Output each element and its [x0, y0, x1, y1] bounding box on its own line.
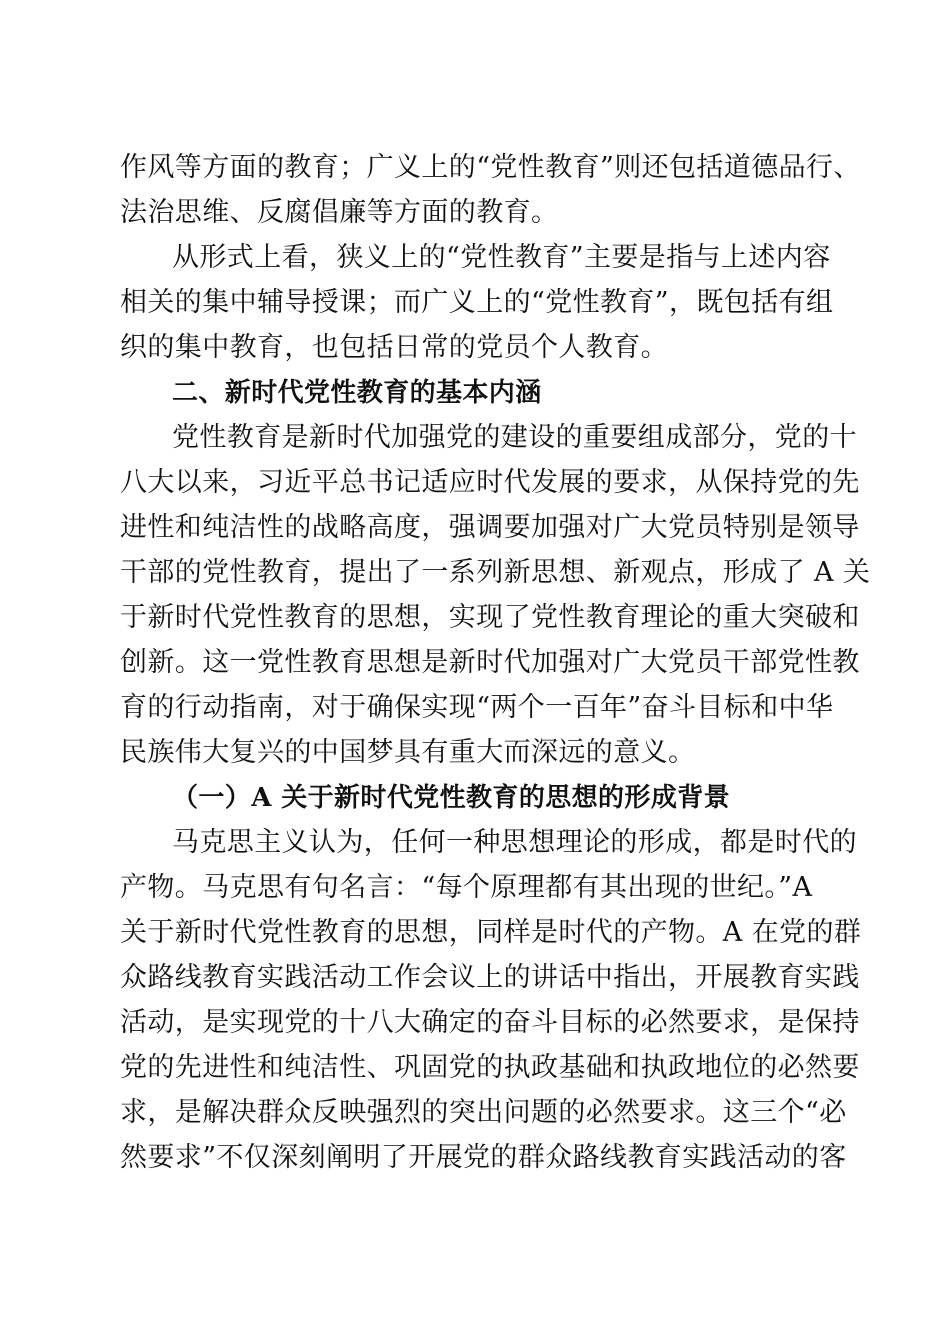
paragraph-line: 法治思维、反腐倡廉等方面的教育。	[120, 197, 559, 228]
subsection-heading: （一）A 关于新时代党性教育的思想的形成背景	[172, 783, 731, 813]
paragraph-line: 育的行动指南，对于确保实现“两个一百年”奋斗目标和中华	[120, 692, 834, 723]
paragraph-line: 然要求”不仅深刻阐明了开展党的群众路线教育实践活动的客	[120, 1142, 847, 1173]
paragraph-line: 关于新时代党性教育的思想，同样是时代的产物。A 在党的群	[120, 917, 862, 948]
section-heading: 二、新时代党性教育的基本内涵	[172, 378, 542, 408]
paragraph-line: 于新时代党性教育的思想，实现了党性教育理论的重大突破和	[120, 602, 860, 633]
paragraph-line: 活动，是实现党的十八大确定的奋斗目标的必然要求，是保持	[120, 1007, 860, 1038]
paragraph-line: 创新。这一党性教育思想是新时代加强对广大党员干部党性教	[120, 647, 860, 678]
paragraph-line: 马克思主义认为，任何一种思想理论的形成，都是时代的	[172, 827, 857, 858]
paragraph-line: 党的先进性和纯洁性、巩固党的执政基础和执政地位的必然要	[120, 1052, 860, 1083]
paragraph-line: 从形式上看，狭义上的“党性教育”主要是指与上述内容	[172, 242, 831, 273]
paragraph-line: 产物。马克思有句名言：“每个原理都有其出现的世纪。”A	[120, 872, 813, 903]
paragraph-line: 民族伟大复兴的中国梦具有重大而深远的意义。	[120, 737, 696, 768]
paragraph-line: 八大以来，习近平总书记适应时代发展的要求，从保持党的先	[120, 467, 860, 498]
paragraph-line: 求，是解决群众反映强烈的突出问题的必然要求。这三个“必	[120, 1097, 847, 1128]
paragraph-line: 进性和纯洁性的战略高度，强调要加强对广大党员特别是领导	[120, 512, 860, 543]
paragraph-line: 相关的集中辅导授课；而广义上的“党性教育”，既包括有组	[120, 287, 834, 318]
paragraph-line: 众路线教育实践活动工作会议上的讲话中指出，开展教育实践	[120, 962, 860, 993]
paragraph-line: 党性教育是新时代加强党的建设的重要组成部分，党的十	[172, 422, 857, 453]
paragraph-line: 织的集中教育，也包括日常的党员个人教育。	[120, 332, 668, 363]
paragraph-line: 作风等方面的教育；广义上的“党性教育”则还包括道德品行、	[120, 152, 861, 183]
paragraph-line: 干部的党性教育，提出了一系列新思想、新观点，形成了 A 关	[120, 557, 871, 588]
